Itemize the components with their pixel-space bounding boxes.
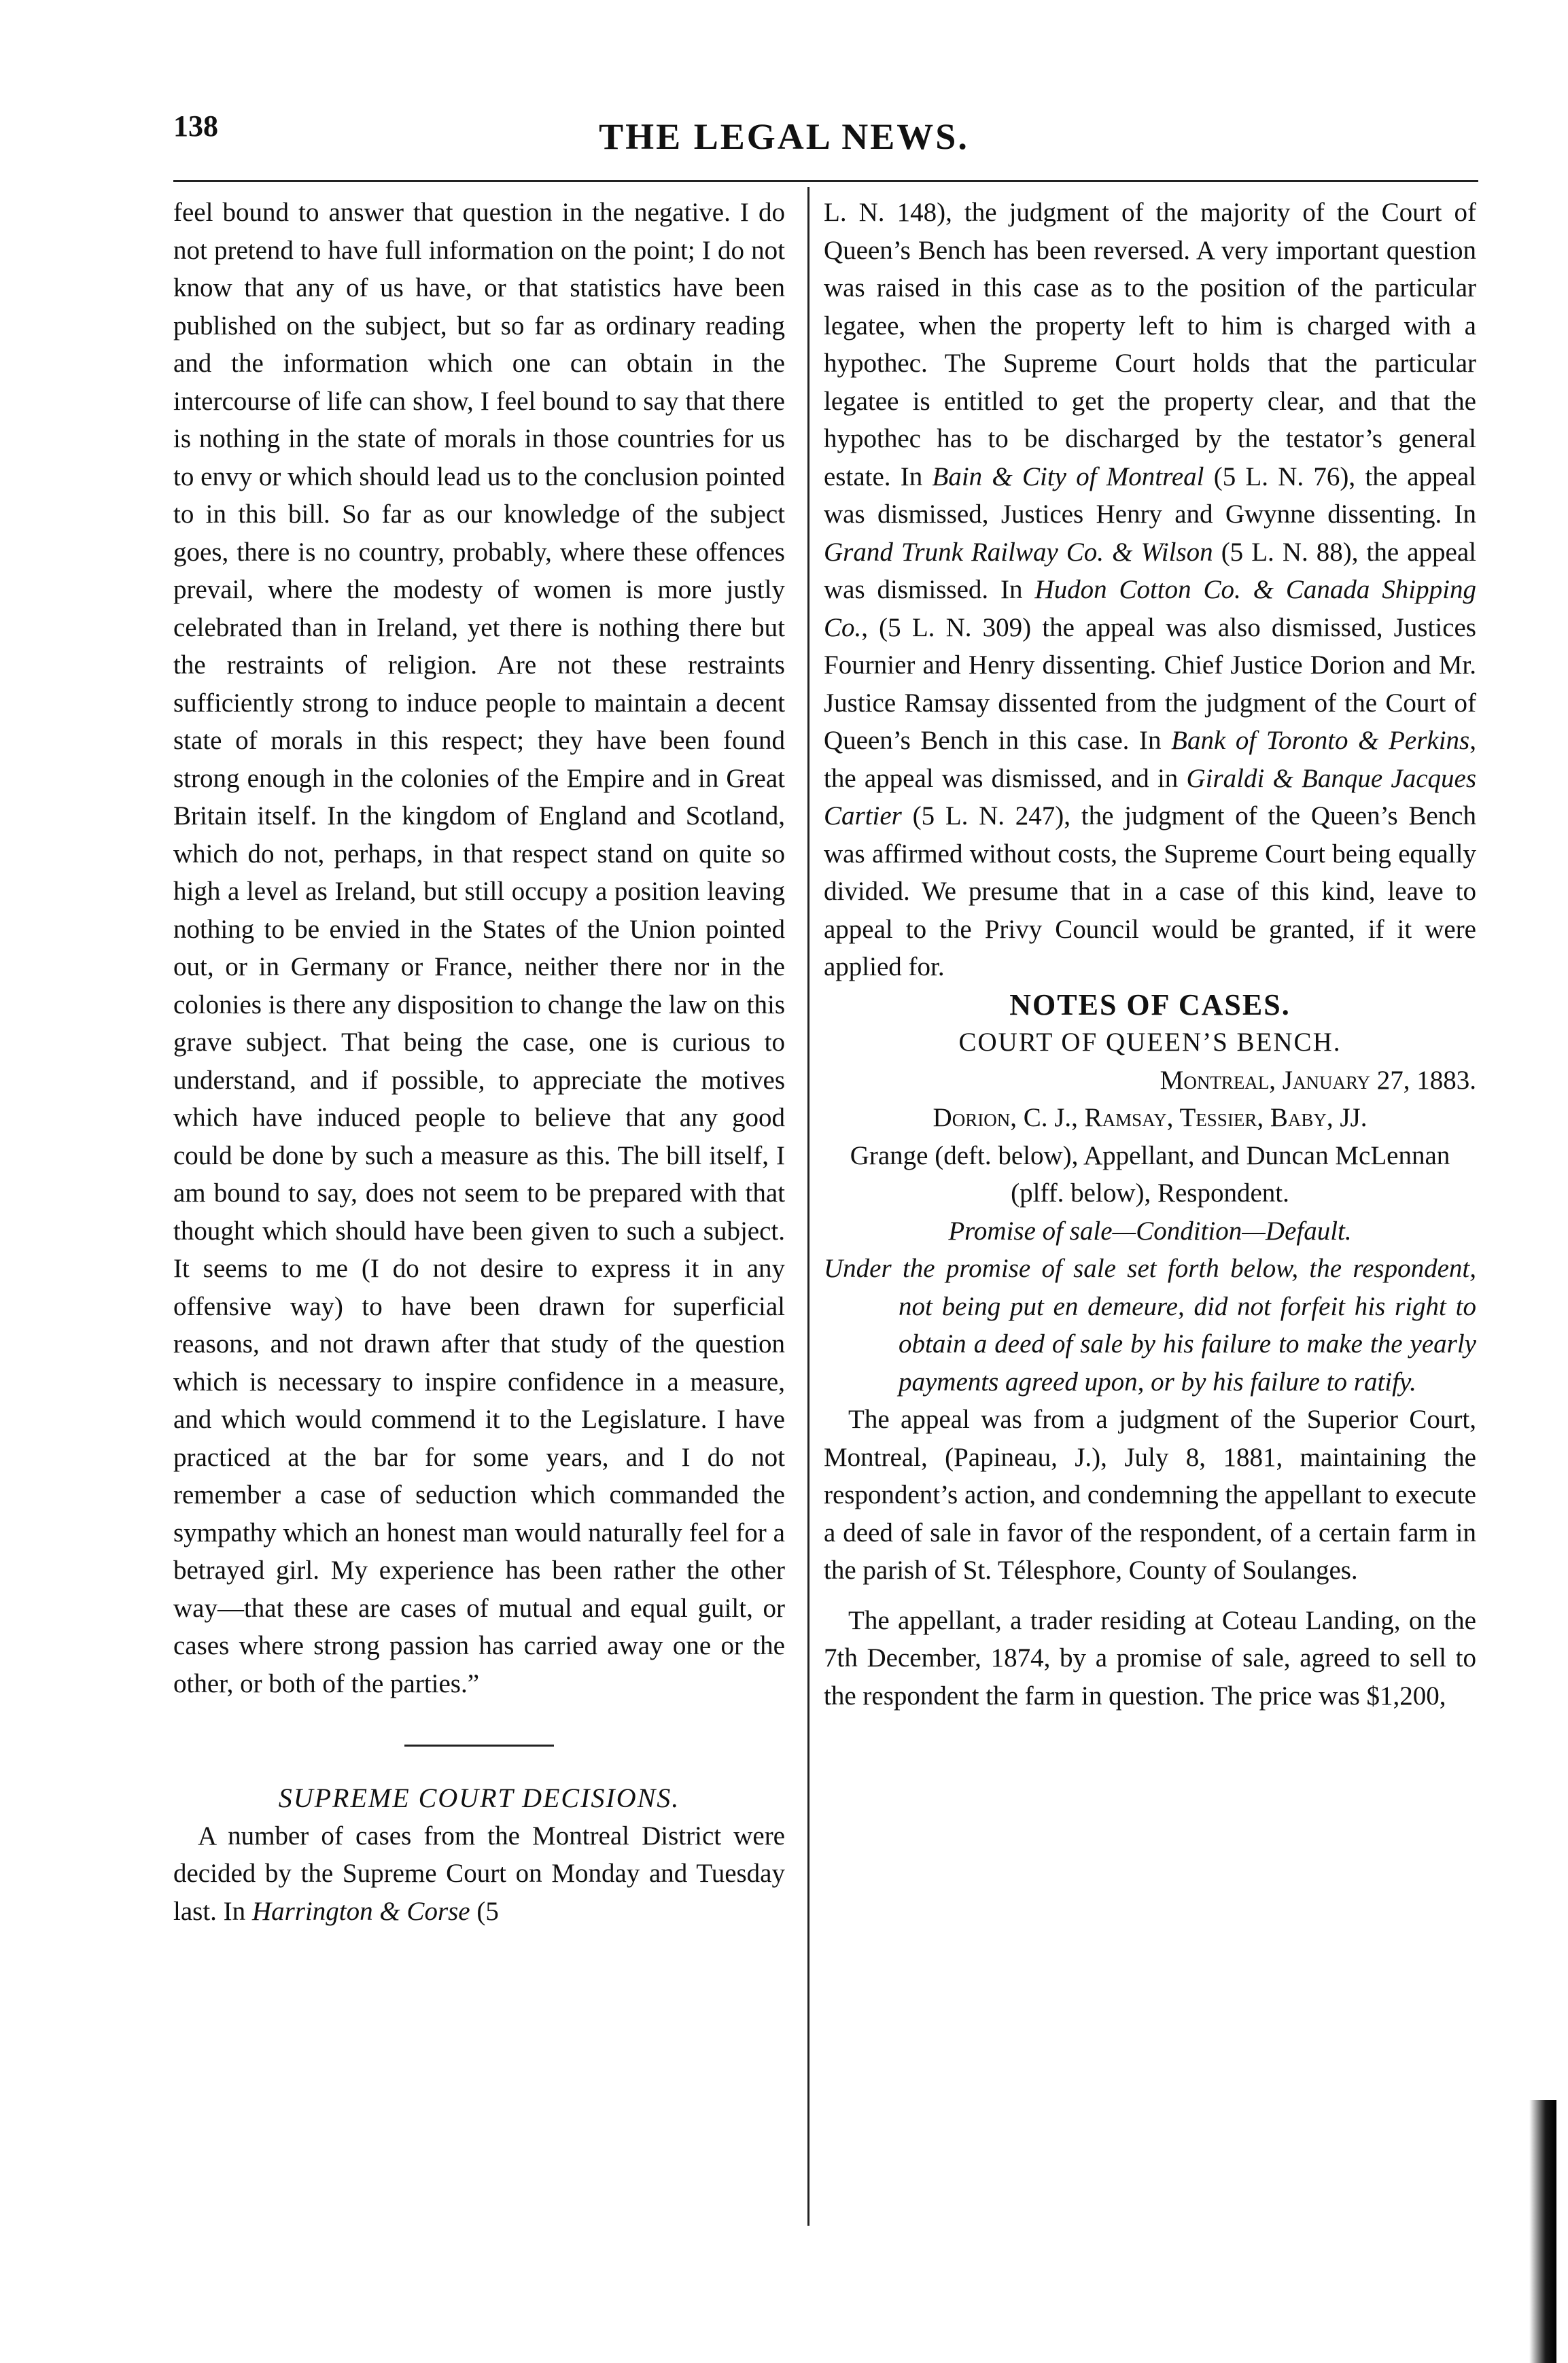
section-divider <box>404 1745 554 1747</box>
column-divider <box>807 187 809 2226</box>
header-rule <box>173 180 1478 182</box>
continuation-text: , the appeal was dismissed, and in <box>824 726 1476 793</box>
continuation-text: (5 L. N. 88), the appeal was dismissed. In <box>824 537 1477 604</box>
case-name: Grand Trunk Railway Co. & Wilson <box>824 537 1213 567</box>
court-name: COURT OF QUEEN’S BENCH. <box>958 1028 1342 1057</box>
continuation-paragraph <box>824 194 1476 986</box>
page-number: 138 <box>173 109 218 143</box>
left-body-paragraph: feel bound to answer that question in the negative. I do not pretend to have full information on the point; I do not know that any of us have, or that statistics have been published on the subject, but so far as ordinary reading and the information which one can obtain in the intercourse of life can show, I feel bound to say that there is nothing in the state of morals in those countries for us to envy or which should lead us to the conclusion pointed to in this bill. So far as our knowledge of the subject goes, there is no country, probably, where these offences prevail, where the modesty of women is more justly celebrated than in Ireland, yet there is nothing there but the restraints of religion. Are not these restraints sufficiently strong to induce people to maintain a decent state of morals in this respect; they have been found strong enough in the colonies of the Empire and in Great Britain itself. In the kingdom of England and Scotland, which do not, perhaps, in that respect stand on quite so high a level as Ireland, but still occupy a position leaving nothing to be envied in the States of the Union pointed out, or in Germany or France, neither there nor in the colonies is there any disposition to change the law on this grave subject. That being the case, one is curious to understand, and if possible, to appreciate the motives which have induced people to believe that any good could be done by such a measure as this. The bill itself, I am bound to say, does not seem to be prepared with that thought which should have been given to such a subject. It seems to me (I do not desire to express it in any offensive way) to have been drawn for superficial reasons, and not drawn after that study of the question which is necessary to inspire confidence in a measure, and which would commend it to the Legislature. I have practiced at the bar for some years, and I do not remember a case of seduction which commanded the sympathy which an honest man would naturally feel for a betrayed girl. My experience has been rather the other way—that these are cases of mutual and equal guilt, or cases where strong passion has carried away one or the other, or both of the parties.” <box>173 198 785 1698</box>
section-intro-tail: (5 <box>476 1896 499 1926</box>
left-column <box>173 194 785 1930</box>
case-name: Hudon Cotton Co. & Canada Shipping Co. <box>824 575 1476 642</box>
parties-line: Grange (deft. below), Appellant, and Duncan McLennan (plff. below), Respondent. <box>850 1140 1450 1208</box>
case-name: Bain & City of Montreal <box>932 461 1204 491</box>
subject-line: Promise of sale—Condition—Default. <box>948 1216 1352 1246</box>
continuation-text: L. N. 148), the judgment of the majority of the Court of Queen’s Bench has been reversed. A very important question was raised in this case as to the position of the particular legatee, when the property left to him is charged with a hypothec. The Supreme Court holds that the particular legatee is entitled to get the property clear, and that the hypothec has to be discharged by the testator’s general estate. In <box>824 198 1476 491</box>
continuation-text: , (5 L. N. 309) the appeal was also dismissed, Justices Fournier and Henry dissenting. Chief Justice Dorion and Mr. Justice Ramsay dissented from the judgment of the Court of Queen’s Bench in this case. In <box>824 612 1476 755</box>
case-name: Bank of Toronto & Perkins <box>1171 726 1470 755</box>
notes-of-cases-title: NOTES OF CASES. <box>1009 987 1291 1021</box>
case-paragraph-1: The appeal was from a judgment of the Superior Court, Montreal, (Papineau, J.), July 8, 1881, maintaining the respondent’s action, and condemning the appellant to execute a deed of sale in favor of the respondent, of a certain farm in the parish of St. Télesphore, County of Soulanges. <box>824 1405 1476 1585</box>
page-edge-shadow <box>1529 2100 1556 2363</box>
section-intro-paragraph <box>173 1817 785 1931</box>
running-head: THE LEGAL NEWS. <box>599 116 969 157</box>
headnote: Under the promise of sale set forth below, the respondent, not being put en demeure, did not forfeit his right to obtain a deed of sale by his failure to make the yearly payments agreed upon, or by his failure to ratify. <box>824 1254 1476 1397</box>
right-column <box>824 194 1476 1715</box>
section-intro-text: A number of cases from the Montreal District were decided by the Supreme Court on Monday and Tuesday last. In <box>173 1821 785 1926</box>
case-name: Giraldi & Banque Jacques Cartier <box>824 763 1476 830</box>
continuation-text: (5 L. N. 76), the appeal was dismissed, Justices Henry and Gwynne dissenting. In <box>824 461 1477 529</box>
section-title: SUPREME COURT DECISIONS. <box>278 1783 680 1813</box>
case-paragraph-2: The appellant, a trader residing at Coteau Landing, on the 7th December, 1874, by a promise of sale, agreed to sell to the respondent the farm in question. The price was $1,200, <box>824 1605 1476 1711</box>
date-line: Montreal, January 27, 1883. <box>1160 1065 1476 1095</box>
continuation-text: (5 L. N. 247), the judgment of the Queen’s Bench was affirmed without costs, the Supreme Court being equally divided. We presume that in a case of this kind, leave to appeal to the Privy Council would be granted, if it were applied for. <box>824 801 1476 981</box>
case-name: Harrington & Corse <box>251 1896 470 1926</box>
judges-line: Dorion, C. J., Ramsay, Tessier, Baby, JJ. <box>933 1103 1367 1132</box>
